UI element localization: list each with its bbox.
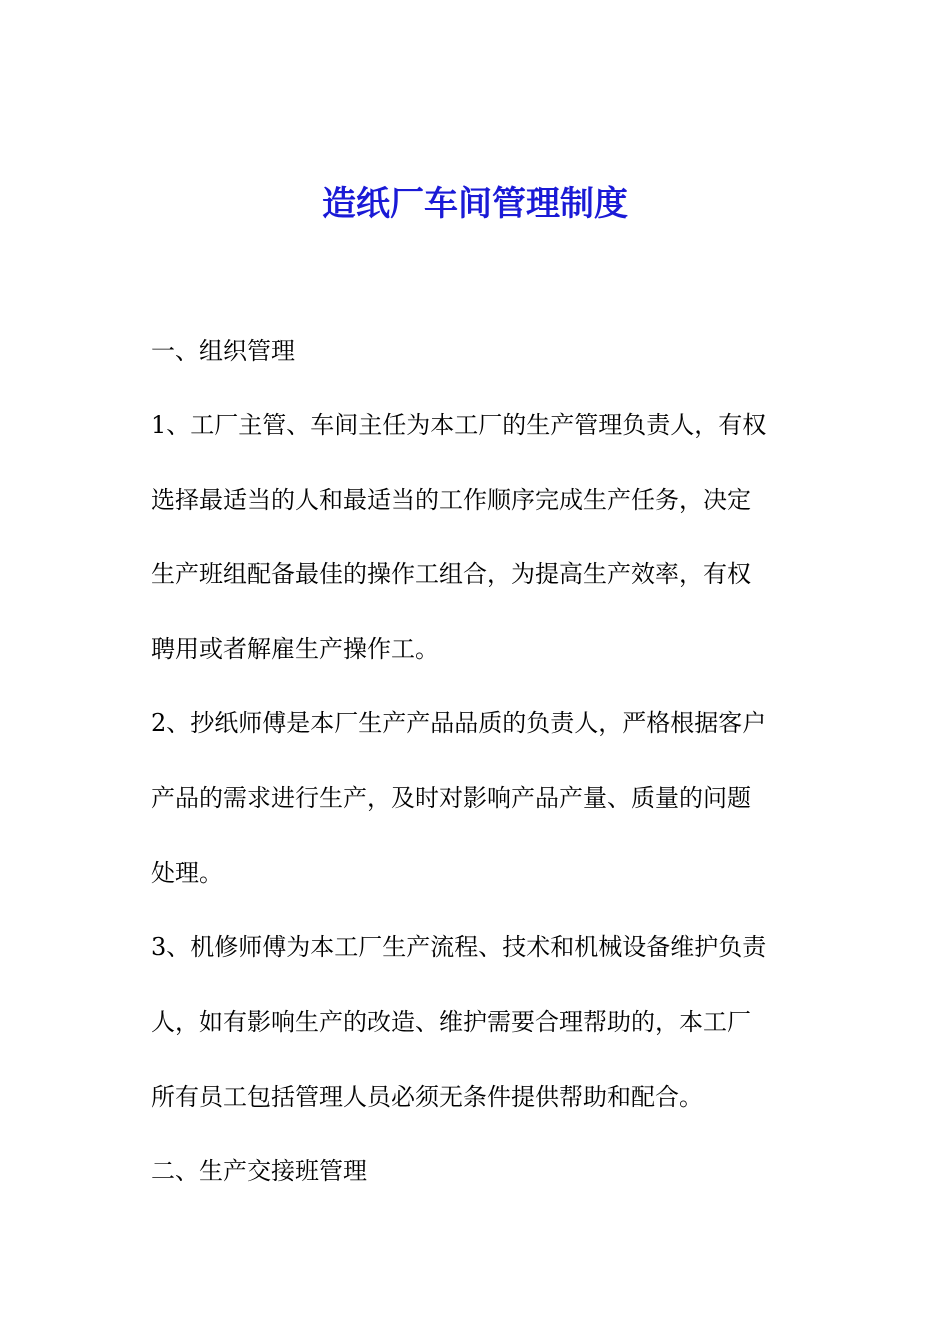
body-line: 所有员工包括管理人员必须无条件提供帮助和配合。 (151, 1083, 703, 1111)
document-title: 造纸厂车间管理制度 (322, 184, 628, 224)
section-heading-shift-handover: 二、生产交接班管理 (151, 1157, 367, 1185)
body-line: 处理。 (151, 859, 223, 887)
body-line: 人，如有影响生产的改造、维护需要合理帮助的，本工厂 (151, 1008, 751, 1036)
body-line: 聘用或者解雇生产操作工。 (151, 635, 439, 663)
body-line: 3、机修师傅为本工厂生产流程、技术和机械设备维护负责 (151, 933, 767, 961)
body-line: 2、抄纸师傅是本厂生产产品品质的负责人，严格根据客户 (151, 709, 767, 737)
section-heading-organization: 一、组织管理 (151, 337, 295, 365)
body-line: 产品的需求进行生产，及时对影响产品产量、质量的问题 (151, 784, 751, 812)
body-line: 1、工厂主管、车间主任为本工厂的生产管理负责人，有权 (151, 411, 767, 439)
body-line: 选择最适当的人和最适当的工作顺序完成生产任务，决定 (151, 486, 751, 514)
body-line: 生产班组配备最佳的操作工组合，为提高生产效率，有权 (151, 560, 751, 588)
